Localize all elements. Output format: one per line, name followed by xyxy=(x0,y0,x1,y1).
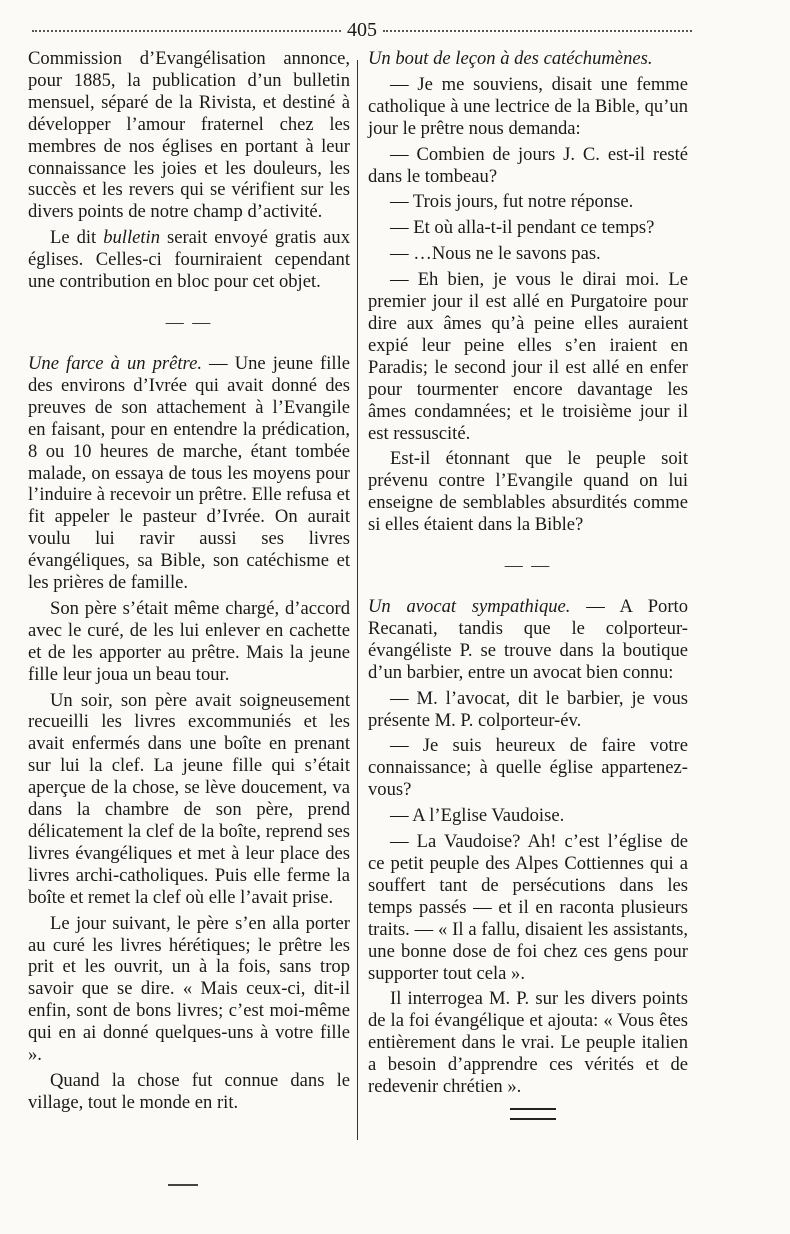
paragraph: Il interrogea M. P. sur les divers points de la foi évangélique et ajouta: « Vous êtes entièrement dans le vrai. Le peuple italien a besoin d’apprendre ces vérités et de redevenir chrétien ». xyxy=(368,988,688,1098)
paragraph xyxy=(28,227,350,293)
page-number: 405 xyxy=(347,19,377,41)
paragraph: — Je suis heureux de faire votre connaissance; à quelle église appartenez-vous? xyxy=(368,735,688,801)
section-end-rule xyxy=(168,1184,198,1186)
text-run: Le dit xyxy=(50,227,104,249)
paragraph: Le jour suivant, le père s’en alla porter au curé les livres hérétiques; le prêtre les prit et les ouvrit, un à la fois, sans trop savoir que se dire. « Mais ceux-ci, dit-il enfin, sont de bons livres; c’est moi-même qui en ai donné quelques-uns à votre fille ». xyxy=(28,912,350,1066)
page-header xyxy=(32,18,692,42)
section-separator: — — xyxy=(504,555,552,576)
paragraph: — M. l’avocat, dit le barbier, je vous présente M. P. colporteur-év. xyxy=(368,687,688,731)
section-end-rule xyxy=(510,1108,556,1120)
header-rule-right xyxy=(383,30,692,32)
paragraph: — La Vaudoise? Ah! c’est l’église de ce petit peuple des Alpes Cottiennes qui a souffert tant de persécutions dans les temps passés — et il en raconta plusieurs traits. — « Il a fallu, disaient les assistants, une bonne dose de foi chez ces gens pour supporter tout cela ». xyxy=(368,831,688,984)
text-run: — Une jeune fille des environs d’Ivrée qui avait donné des preuves de son attachement à l’Evangile en faisant, pour en entendre la prédication, 8 ou 10 heures de marche, étant tombée malade, on essaya de tous les moyens pour l’induire à recevoir un prêtre. Elle refusa et fit appeler le pasteur d’Ivrée. On aurait voulu lui ravir aussi ses livres évangéliques, sa Bible, son catéchisme et les prières de famille. xyxy=(28,352,350,594)
paragraph: Commission d’Evangélisation annonce, pour 1885, la publication d’un bulletin mensuel, séparé de la Rivista, et destiné à développer l’amour fraternel chez les membres de nos églises en portant à leur connaissance les joies et les douleurs, les succès et les revers qui se vérifient sur les divers points de notre champ d’activité. xyxy=(28,48,350,223)
paragraph: — Je me souviens, disait une femme catholique à une lectrice de la Bible, qu’un jour le prêtre nous demanda: xyxy=(368,73,688,139)
paragraph xyxy=(28,353,350,594)
text-run: serait envoyé gratis aux églises. Celles-ci fourniraient cependant une contribution en bloc pour cet objet. xyxy=(28,227,350,293)
emphasis: bulletin xyxy=(103,227,160,249)
paragraph: — A l’Eglise Vaudoise. xyxy=(390,805,565,827)
right-column xyxy=(368,48,688,1102)
paragraph: Quand la chose fut connue dans le village, tout le monde en rit. xyxy=(28,1069,350,1113)
paragraph xyxy=(368,596,688,684)
header-rule-left xyxy=(32,30,341,32)
column-divider xyxy=(357,60,358,1140)
text-run: — A Porto Recanati, tandis que le colporteur-évangéliste P. se trouve dans la boutique d’un barbier, entre un avocat bien connu: xyxy=(368,596,688,683)
paragraph: — …Nous ne le savons pas. xyxy=(390,243,601,265)
article-title: Une farce à un prêtre. xyxy=(28,352,202,374)
paragraph: Un soir, son père avait soigneusement recueilli les livres excommuniés et les avait enfermés dans une boîte en prenant sur lui la clef. La jeune fille qui s’était aperçue de la chose, se lève doucement, va dans la chambre de son père, prend délicatement la clef de la boîte, reprend ses livres évangéliques et met à leur place des livres archi-catholiques. Puis elle ferme la boîte et remet la clef où elle l’avait prise. xyxy=(28,689,350,908)
paragraph: — Trois jours, fut notre réponse. xyxy=(390,191,634,213)
paragraph: Est-il étonnant que le peuple soit prévenu contre l’Evangile quand on lui enseigne de semblables absurdités comme si elles étaient dans la Bible? xyxy=(368,448,688,536)
left-column xyxy=(28,48,350,1118)
paragraph: — Eh bien, je vous le dirai moi. Le premier jour il est allé en Purgatoire pour dire aux âmes qu’à peine elles auraient expié leur peine elles s’en iraient en Paradis; le second jour il est allé en enfer pour tourmenter encore davantage les âmes condamnées; et le troisième jour il est ressuscité. xyxy=(368,269,688,444)
paragraph: — Combien de jours J. C. est-il resté dans le tombeau? xyxy=(368,143,688,187)
paragraph: — Et où alla-t-il pendant ce temps? xyxy=(390,217,655,239)
article-title: Un avocat sympathique. xyxy=(368,596,571,618)
paragraph: Son père s’était même chargé, d’accord avec le curé, de les lui enlever en cachette et de les apporter au prêtre. Mais la jeune fille leur joua un beau tour. xyxy=(28,597,350,685)
section-separator: — — xyxy=(165,311,213,332)
article-title-text: Un bout de leçon à des catéchumènes. xyxy=(368,48,653,69)
article-title xyxy=(368,48,688,70)
